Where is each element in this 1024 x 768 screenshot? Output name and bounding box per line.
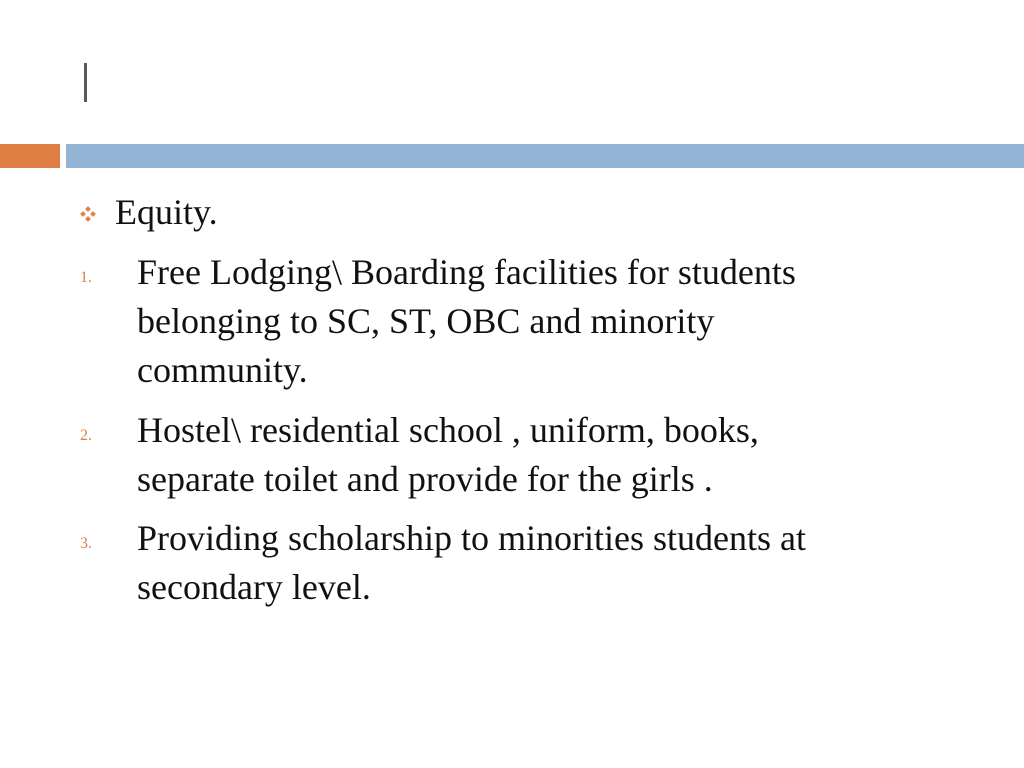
list-number: 2. — [80, 427, 92, 444]
list-number: 1. — [80, 269, 92, 286]
intro-text: Equity. — [115, 192, 218, 232]
slide-title — [80, 52, 680, 112]
list-item-text-line: community. — [137, 350, 308, 390]
list-item-text-line: Providing scholarship to minorities students at — [137, 518, 806, 558]
list-number: 3. — [80, 535, 92, 552]
accent-bar — [0, 144, 60, 168]
list-item-text-line: secondary level. — [137, 567, 371, 607]
title-text-cursor — [84, 63, 87, 102]
list-item-text-line: Free Lodging\ Boarding facilities for students — [137, 252, 796, 292]
list-item-text-line: Hostel\ residential school , uniform, books, — [137, 410, 759, 450]
diamond-bullet-icon — [80, 206, 96, 222]
list-item-text-line: separate toilet and provide for the girls . — [137, 459, 713, 499]
list-item-text-line: belonging to SC, ST, OBC and minority — [137, 301, 715, 341]
header-bar — [66, 144, 1024, 168]
